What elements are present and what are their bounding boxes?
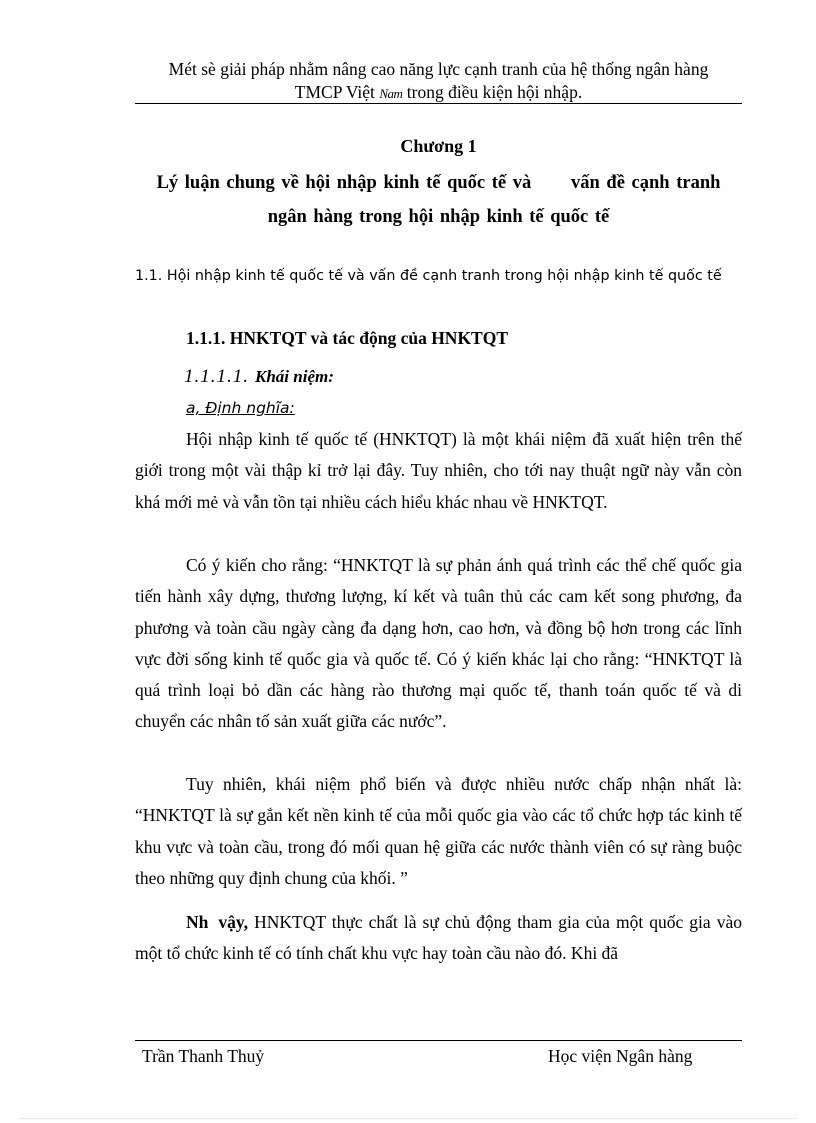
body-paragraph-1 bbox=[135, 424, 742, 518]
body-paragraph-3 bbox=[135, 769, 742, 894]
chapter-title-line-2: ngân hàng trong hội nhập kinh tế quốc tế bbox=[267, 207, 610, 227]
paragraph-1-text: Hội nhập kinh tế quốc tế (HNKTQT) là một khái niệm đã xuất hiện trên thế giới trong một vài thập kỉ trở lại đây. Tuy nhiên, cho tới nay thuật ngữ này vẫn còn khá mới mẻ và vẫn tồn tại nhiều cách hiểu khác nhau về HNKTQT. bbox=[135, 429, 742, 512]
header-line-2-end: trong điều kiện hội nhập. bbox=[402, 82, 583, 102]
section-heading-1-1-1: 1.1.1. HNKTQT và tác động của HNKTQT bbox=[186, 328, 509, 348]
body-paragraph-4 bbox=[135, 907, 742, 970]
paragraph-4-text: HNKTQT thực chất là sự chủ động tham gia của một quốc gia vào một tổ chức kinh tế có tính chất khu vực hay toàn cầu nào đó. Khi đã bbox=[135, 912, 742, 964]
chapter-title bbox=[135, 166, 742, 234]
paragraph-4-bold-word: vậy, bbox=[218, 912, 249, 932]
paragraph-4 bbox=[135, 907, 742, 970]
header-cursive-word: Nam bbox=[379, 86, 403, 101]
section-title: Khái niệm: bbox=[255, 367, 334, 386]
section-heading-1-1-1-1 bbox=[184, 364, 334, 390]
subheading-definition: a, Định nghĩa: bbox=[186, 399, 295, 417]
running-header bbox=[135, 58, 742, 105]
body-paragraph-2 bbox=[135, 550, 742, 738]
section-heading-1-1: 1.1. Hội nhập kinh tế quốc tế và vấn đề cạnh tranh trong hội nhập kinh tế quốc tế bbox=[135, 268, 722, 284]
paragraph-2-text: Có ý kiến cho rằng: “HNKTQT là sự phản ánh quá trình các thể chế quốc gia tiến hành xây dựng, thương lượng, kí kết và tuân thủ các cam kết song phương, đa phương và toàn cầu ngày càng đa dạng hơn, cao hơn, và đồng bộ hơn trong các lĩnh vực đời sống kinh tế quốc gia và quốc tế. Có ý kiến khác lại cho rằng: “HNKTQT là quá trình loại bỏ dần các hàng rào thương mại quốc tế, thanh toán quốc tế và di chuyển các nhân tố sản xuất giữa các nước”. bbox=[135, 555, 742, 732]
section-number: 1.1.1.1. bbox=[184, 366, 249, 387]
footer-institution: Học viện Ngân hàng bbox=[548, 1046, 693, 1066]
chapter-title-line-1: Lý luận chung về hội nhập kinh tế quốc tế và vấn đề cạnh tranh bbox=[156, 173, 721, 193]
paragraph-4-bold-start: Nh bbox=[186, 912, 209, 932]
header-line-1: Mét sè giải pháp nhằm nâng cao năng lực cạnh tranh của hệ thống ngân hàng bbox=[168, 59, 709, 79]
paragraph-3-text: Tuy nhiên, khái niệm phổ biến và được nhiều nước chấp nhận nhất là: “HNKTQT là sự gắn kết nền kinh tế của mỗi quốc gia vào các tổ chức hợp tác kinh tế khu vực và toàn cầu, trong đó mối quan hệ giữa các nước thành viên có sự ràng buộc theo những quy định chung của khối. ” bbox=[135, 774, 742, 888]
header-line-2 bbox=[135, 81, 742, 105]
footer-author: Trần Thanh Thuỷ bbox=[142, 1046, 265, 1066]
header-rule bbox=[135, 103, 742, 104]
header-line-2-start: TMCP Việt bbox=[294, 82, 380, 102]
page-edge-divider bbox=[20, 1118, 796, 1119]
chapter-label: Chương 1 bbox=[400, 136, 477, 156]
footer-rule bbox=[135, 1040, 742, 1041]
